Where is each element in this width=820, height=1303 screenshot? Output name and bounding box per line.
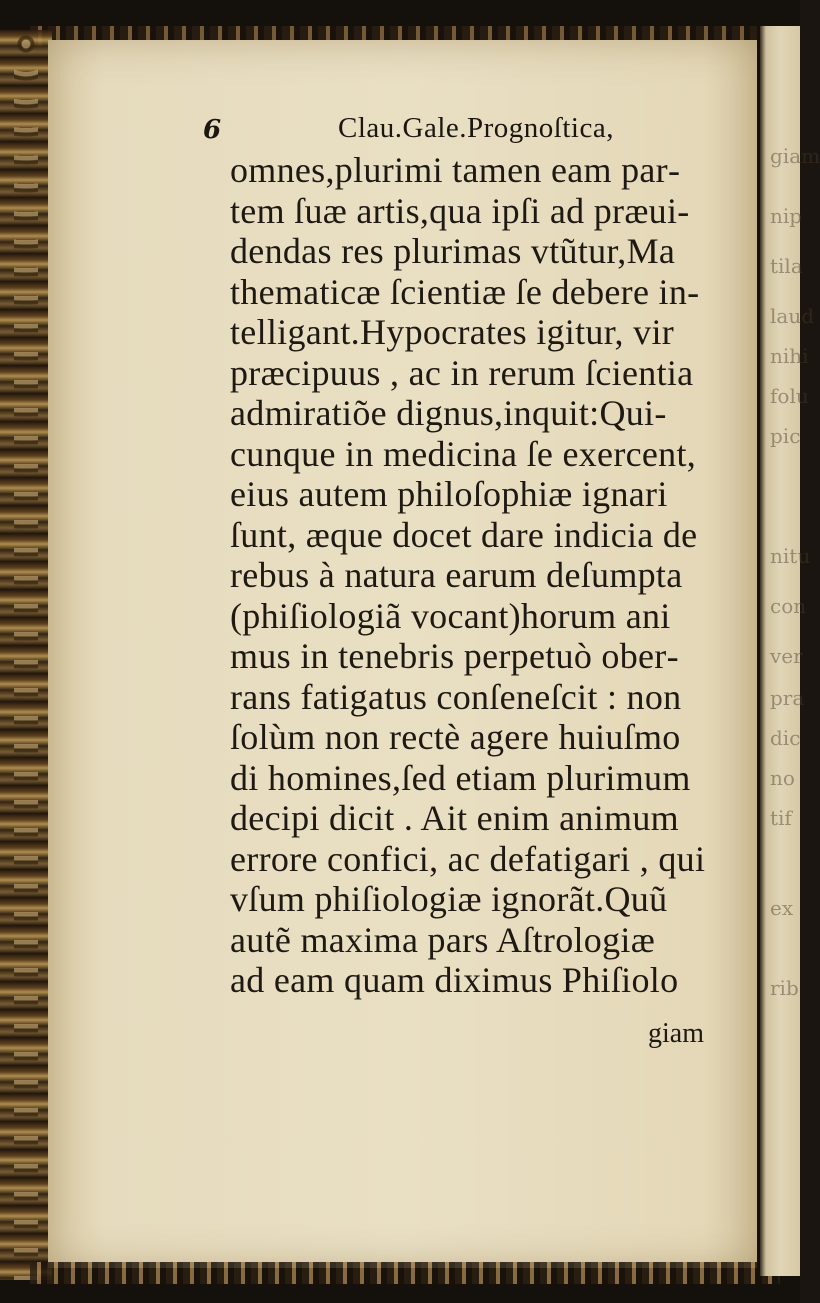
- facing-page-fragment: dic: [770, 726, 801, 750]
- facing-page-fragment: pra: [770, 686, 805, 710]
- text-line: admiratiõe dignus,inquit:Qui‐: [230, 393, 667, 433]
- facing-page-fragment: pic: [770, 424, 801, 448]
- facing-page-fragment: folu: [770, 384, 809, 408]
- text-line: thematicæ ſcientiæ ſe debere in‐: [230, 271, 700, 312]
- text-line: ſolùm non rectè agere huiuſmo: [230, 717, 681, 757]
- ornamental-border-bottom: [30, 1262, 780, 1284]
- ornamental-border-left: [0, 30, 52, 1280]
- text-line: di homines,ſed etiam plurimum: [230, 757, 691, 798]
- facing-page-fragment: nihi: [770, 344, 809, 368]
- facing-page-fragment: ex: [770, 896, 794, 920]
- catchword: giam: [648, 1018, 704, 1049]
- facing-page-fragment: con: [770, 594, 807, 618]
- text-line: dendas res plurimas vtũtur,Ma: [230, 231, 676, 271]
- facing-page-fragment: no: [770, 766, 795, 790]
- text-line: præcipuus , ac in rerum ſcientia: [230, 352, 694, 393]
- text-line: tem ſuæ artis,qua ipſi ad præui‐: [230, 190, 690, 231]
- page-number: 6: [203, 115, 222, 145]
- running-head: Clau.Gale.Prognoſtica,: [338, 112, 614, 144]
- text-line: eius autem philoſophiæ ignari: [230, 474, 668, 514]
- text-line: ſunt, æque docet dare indicia de: [230, 514, 698, 555]
- text-line: errore confici, ac defatigari , qui: [230, 838, 706, 879]
- text-line: ad eam quam diximus Phiſiolo: [230, 960, 679, 1000]
- text-line: mus in tenebris perpetuò ober‐: [230, 636, 679, 676]
- facing-page-fragment: giam: [770, 144, 820, 168]
- body-text: [230, 150, 720, 1001]
- facing-page-fragment: ver: [770, 644, 803, 668]
- text-line: cunque in medicina ſe exercent,: [230, 433, 697, 474]
- text-line: rebus à natura earum deſumpta: [230, 555, 683, 595]
- facing-page-fragment: nitu: [770, 544, 811, 568]
- text-line: rans fatigatus conſeneſcit : non: [230, 676, 682, 717]
- facing-page-fragment: laud: [770, 304, 815, 328]
- facing-page-fragment: tif: [770, 806, 792, 830]
- text-line: autẽ maxima pars Aſtrologiæ: [230, 919, 656, 960]
- text-line: vſum phiſiologiæ ignorãt.Quũ: [230, 879, 668, 919]
- facing-page-fragment: tila: [770, 254, 803, 278]
- text-line: telligant.Hypocrates igitur, vir: [230, 312, 675, 352]
- text-line: omnes,plurimi tamen eam par‐: [230, 150, 681, 190]
- text-line: (phiſiologiã vocant)horum ani: [230, 595, 671, 636]
- facing-page-fragment: nip: [770, 204, 803, 228]
- facing-page-edge: [760, 26, 820, 1276]
- text-line: decipi dicit . Ait enim animum: [230, 798, 679, 838]
- facing-page-fragment: rib: [770, 976, 799, 1000]
